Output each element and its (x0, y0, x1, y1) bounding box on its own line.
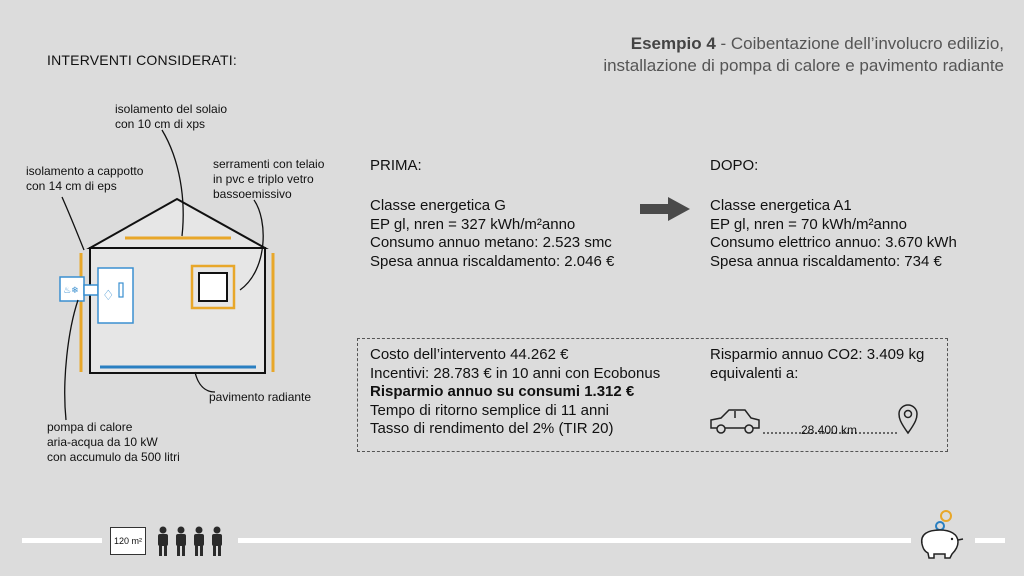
dopo-heading: DOPO: (710, 157, 759, 174)
co2-distance: 28.400 km (801, 423, 858, 437)
prima-line: Classe energetica G (370, 197, 506, 214)
window (192, 266, 234, 308)
prima-line: EP gl, nren = 327 kWh/m²anno (370, 215, 576, 233)
annotation-pavimento: pavimento radiante (209, 390, 312, 404)
svg-text:♢: ♢ (102, 288, 115, 304)
interventi-title: INTERVENTI CONSIDERATI: (47, 52, 237, 68)
co2-info (710, 346, 924, 383)
dopo-line: Classe energetica A1 (710, 197, 852, 214)
area-badge: 120 m² (110, 527, 146, 555)
title-rest: - Coibentazione dell’involucro edilizio, (715, 34, 1004, 53)
co2-line2: equivalenti a: (710, 364, 799, 382)
footer-line-mid (238, 538, 911, 543)
dopo-details (710, 197, 957, 271)
summary-ritorno: Tempo di ritorno semplice di 11 anni (370, 401, 610, 419)
car-icon (711, 410, 759, 433)
person-icon (158, 527, 168, 557)
arrow-right-icon (640, 197, 690, 221)
footer-line-right (975, 538, 1005, 543)
occupants-icons (154, 526, 226, 558)
prima-details (370, 197, 614, 271)
summary-incentivi: Incentivi: 28.783 € in 10 anni con Ecobonus (370, 364, 661, 382)
location-pin-icon (899, 405, 917, 433)
annotation-cappotto: isolamento a cappotto con 14 cm di eps (26, 164, 144, 193)
prima-line: Consumo annuo metano: 2.523 smc (370, 234, 612, 251)
person-icon (212, 527, 222, 557)
piggy-bank-icon (914, 508, 970, 560)
person-icon (176, 527, 186, 557)
footer-line-left (22, 538, 102, 543)
person-icon (194, 527, 204, 557)
prima-heading: PRIMA: (370, 157, 422, 174)
prima-line: Spesa annua riscaldamento: 2.046 € (370, 252, 615, 270)
annotation-serramenti: serramenti con telaio in pvc e triplo vetro bassoemissivo (213, 157, 325, 201)
summary-costo: Costo dell’intervento 44.262 € (370, 346, 569, 363)
dopo-line: EP gl, nren = 70 kWh/m²anno (710, 215, 907, 233)
dopo-line: Consumo elettrico annuo: 3.670 kWh (710, 234, 957, 251)
annotation-pompa: pompa di calore aria-acqua da 10 kW con accumulo da 500 litri (47, 420, 180, 464)
co2-line1: Risparmio annuo CO2: 3.409 kg (710, 346, 925, 363)
dopo-line: Spesa annua riscaldamento: 734 € (710, 252, 942, 270)
summary-risparmio: Risparmio annuo su consumi 1.312 € (370, 383, 635, 400)
summary-tasso: Tasso di rendimento del 2% (TIR 20) (370, 420, 614, 437)
title-line2: installazione di pompa di calore e pavimento radiante (603, 56, 1004, 75)
title-bold: Esempio 4 (630, 34, 716, 53)
svg-text:♨❄: ♨❄ (63, 286, 79, 296)
summary-list (370, 346, 660, 439)
annotation-solaio: isolamento del solaio con 10 cm di xps (115, 102, 228, 131)
